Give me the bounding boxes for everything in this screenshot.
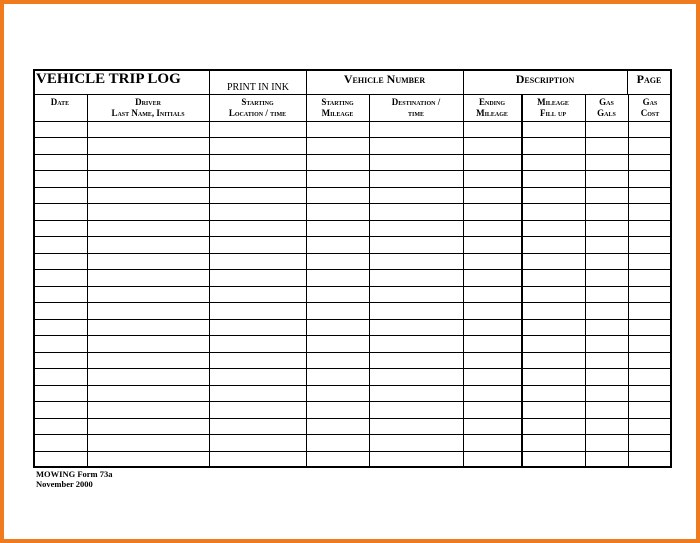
column-header-destination: [369, 97, 463, 119]
column-header-starting-mileage: [306, 97, 369, 119]
column-header-divider: [33, 121, 672, 122]
column-divider: [463, 94, 464, 467]
column-header-mileage-fill-up: [521, 97, 585, 119]
band-divider: [209, 69, 210, 94]
form-date: November 2000: [36, 479, 93, 489]
header-divider: [33, 94, 672, 95]
column-header-gas-cost: [628, 97, 672, 119]
table-row-divider: [33, 253, 672, 254]
table-row-divider: [33, 286, 672, 287]
column-header-line: Last Name, Initials: [111, 108, 185, 118]
table-row-divider: [33, 434, 672, 435]
print-in-ink-note: PRINT IN INK: [226, 82, 290, 93]
table-row-divider: [33, 319, 672, 320]
column-header-gas-gals: [585, 97, 628, 119]
column-divider: [306, 94, 307, 467]
table-row-divider: [33, 401, 672, 402]
column-header-date: [33, 97, 87, 108]
column-header-line: Destination /: [391, 97, 441, 107]
column-header-line: Location / time: [228, 108, 287, 118]
column-header-starting-location: [209, 97, 306, 119]
column-header-line: Date: [50, 97, 70, 107]
column-header-ending-mileage: [463, 97, 521, 119]
column-header-line: Gas: [642, 97, 658, 107]
table-row-divider: [33, 220, 672, 221]
column-divider: [209, 94, 210, 467]
column-header-line: Driver: [135, 97, 161, 107]
column-header-line: time: [407, 108, 424, 118]
column-divider: [585, 94, 586, 467]
column-header-driver: [87, 97, 209, 119]
table-row-divider: [33, 451, 672, 452]
table-row-divider: [33, 418, 672, 419]
form-title: VEHICLE TRIP LOG: [36, 71, 181, 87]
column-header-line: Starting: [241, 97, 274, 107]
table-row-divider: [33, 352, 672, 353]
table-row-divider: [33, 236, 672, 237]
table-row-divider: [33, 170, 672, 171]
band-divider: [306, 69, 307, 94]
column-header-line: Mileage: [476, 108, 508, 118]
table-row-divider: [33, 203, 672, 204]
column-divider: [87, 94, 88, 467]
vehicle-number-label: Vehicle Number: [343, 72, 426, 86]
column-divider: [369, 94, 370, 467]
column-header-line: Gas: [599, 97, 614, 107]
column-header-line: Mileage: [537, 97, 569, 107]
table-row-divider: [33, 335, 672, 336]
column-divider: [521, 94, 523, 467]
table-row-divider: [33, 385, 672, 386]
column-header-line: Fill up: [539, 108, 567, 118]
column-header-line: Mileage: [321, 108, 354, 118]
form-id: MOWING Form 73a: [36, 469, 113, 479]
column-header-line: Gals: [597, 108, 616, 118]
table-row-divider: [33, 269, 672, 270]
table-row-divider: [33, 302, 672, 303]
column-header-line: Cost: [640, 108, 660, 118]
table-row-divider: [33, 137, 672, 138]
table-row-divider: [33, 368, 672, 369]
column-header-line: Starting: [321, 97, 354, 107]
column-divider: [628, 94, 629, 467]
description-label: Description: [515, 72, 575, 86]
page-label: Page: [636, 72, 662, 86]
table-row-divider: [33, 154, 672, 155]
column-header-line: Ending: [478, 97, 505, 107]
table-row-divider: [33, 187, 672, 188]
band-divider: [463, 69, 464, 94]
band-divider: [627, 69, 628, 94]
